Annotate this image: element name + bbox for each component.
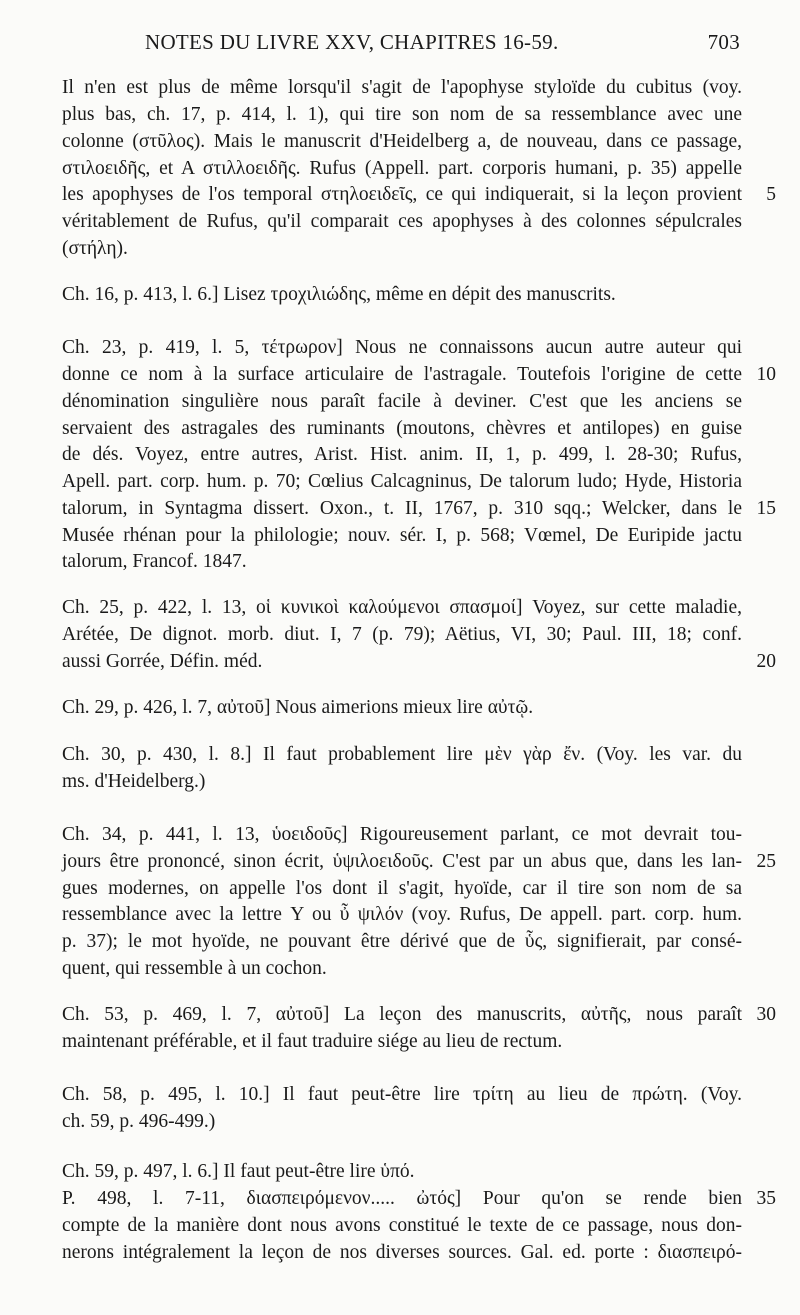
text-line: dénomination singulière nous paraît facile à deviner. C'est que les anciens se [62,391,742,412]
text-line: talorum, Francof. 1847. [62,551,247,572]
text-line: donne ce nom à la surface articulaire de l'astragale. Toutefois l'origine de cette [62,364,742,385]
line-number: 15 [756,498,776,519]
text-line: les apophyses de l'os temporal στηλοειδεῖς, ce qui indiquerait, si la leçon provient [62,184,742,205]
text-line: Ch. 34, p. 441, l. 13, ὑοειδοῦς] Rigoureusement parlant, ce mot devrait tou- [62,824,742,845]
text-line: compte de la manière dont nous avons constitué le texte de ce passage, nous don- [62,1215,742,1236]
text-line: colonne (στῦλος). Mais le manuscrit d'Heidelberg a, de nouveau, dans ce passage, [62,131,742,152]
text-line: Ch. 53, p. 469, l. 7, αὐτοῦ] La leçon des manuscrits, αὐτῆς, nous paraît [62,1004,742,1025]
running-header [145,30,740,60]
text-line: aussi Gorrée, Défin. méd. [62,651,263,672]
text-line: Ch. 29, p. 426, l. 7, αὐτοῦ] Nous aimerions mieux lire αὐτῷ. [62,697,534,718]
text-line: véritablement de Rufus, qu'il comparait ces apophyses à des colonnes sépulcrales [62,211,742,232]
text-line: maintenant préférable, et il faut traduire siége au lieu de rectum. [62,1031,563,1052]
text-line: quent, qui ressemble à un cochon. [62,958,327,979]
line-number: 10 [756,364,776,385]
text-line: Ch. 59, p. 497, l. 6.] Il faut peut-être lire ὑπό. [62,1161,415,1182]
text-line: nerons intégralement la leçon de nos diverses sources. Gal. ed. porte : διασπειρό- [62,1242,742,1263]
text-line: Arétée, De dignot. morb. diut. I, 7 (p. 79); Aëtius, VI, 30; Paul. III, 18; conf. [62,624,742,645]
text-line: p. 37); le mot hyoïde, ne pouvant être dérivé que de ὗς, signifierait, par consé- [62,931,742,952]
text-line: στιλοειδῆς, et A στιλλοειδῆς. Rufus (Appell. part. corporis humani, p. 35) appelle [62,158,742,179]
text-line: Musée rhénan pour la philologie; nouv. sér. I, p. 568; Vœmel, De Euripide jactu [62,525,742,546]
text-line: servaient des astragales des ruminants (moutons, chèvres et antilopes) en guise [62,418,742,439]
text-line: plus bas, ch. 17, p. 414, l. 1), qui tire son nom de sa ressemblance avec une [62,104,742,125]
text-line: Ch. 58, p. 495, l. 10.] Il faut peut-être lire τρίτη au lieu de πρώτη. (Voy. [62,1084,742,1105]
text-line: Il n'en est plus de même lorsqu'il s'agit de l'apophyse styloïde du cubitus (voy. [62,77,742,98]
text-line: de dés. Voyez, entre autres, Arist. Hist. anim. II, 1, p. 499, l. 28-30; Rufus, [62,444,742,465]
text-line: ms. d'Heidelberg.) [62,771,206,792]
text-line: Ch. 30, p. 430, l. 8.] Il faut probablement lire μὲν γὰρ ἔν. (Voy. les var. du [62,744,742,765]
text-line: Ch. 16, p. 413, l. 6.] Lisez τροχιλιώδης, même en dépit des manuscrits. [62,284,616,305]
text-line: ressemblance avec la lettre Υ ou ὖ ψιλόν (voy. Rufus, De appell. part. corp. hum. [62,904,742,925]
line-number: 35 [756,1188,776,1209]
text-line: talorum, in Syntagma dissert. Oxon., t. II, 1767, p. 310 sqq.; Welcker, dans le [62,498,742,519]
text-line: (στήλη). [62,238,128,259]
line-number: 30 [756,1004,776,1025]
text-line: Ch. 23, p. 419, l. 5, τέτρωρον] Nous ne connaissons aucun autre auteur qui [62,337,742,358]
text-line: jours être prononcé, sinon écrit, ὑψιλοειδοῦς. C'est par un abus que, dans les lan- [62,851,742,872]
text-line: Apell. part. corp. hum. p. 70; Cœlius Calcagninus, De talorum ludo; Hyde, Historia [62,471,742,492]
page-number: 703 [707,30,740,54]
line-number: 25 [756,851,776,872]
text-line: gues modernes, on appelle l'os dont il s'agit, hyoïde, car il tire son nom de sa [62,878,742,899]
line-number: 20 [756,651,776,672]
text-line: P. 498, l. 7-11, διασπειρόμενον..... ὠτός] Pour qu'on se rende bien [62,1188,742,1209]
running-title: NOTES DU LIVRE XXV, CHAPITRES 16-59. [145,30,559,54]
text-line: ch. 59, p. 496-499.) [62,1111,216,1132]
text-line: Ch. 25, p. 422, l. 13, οἱ κυνικοὶ καλούμενοι σπασμοί] Voyez, sur cette maladie, [62,597,742,618]
line-number: 5 [766,184,776,205]
